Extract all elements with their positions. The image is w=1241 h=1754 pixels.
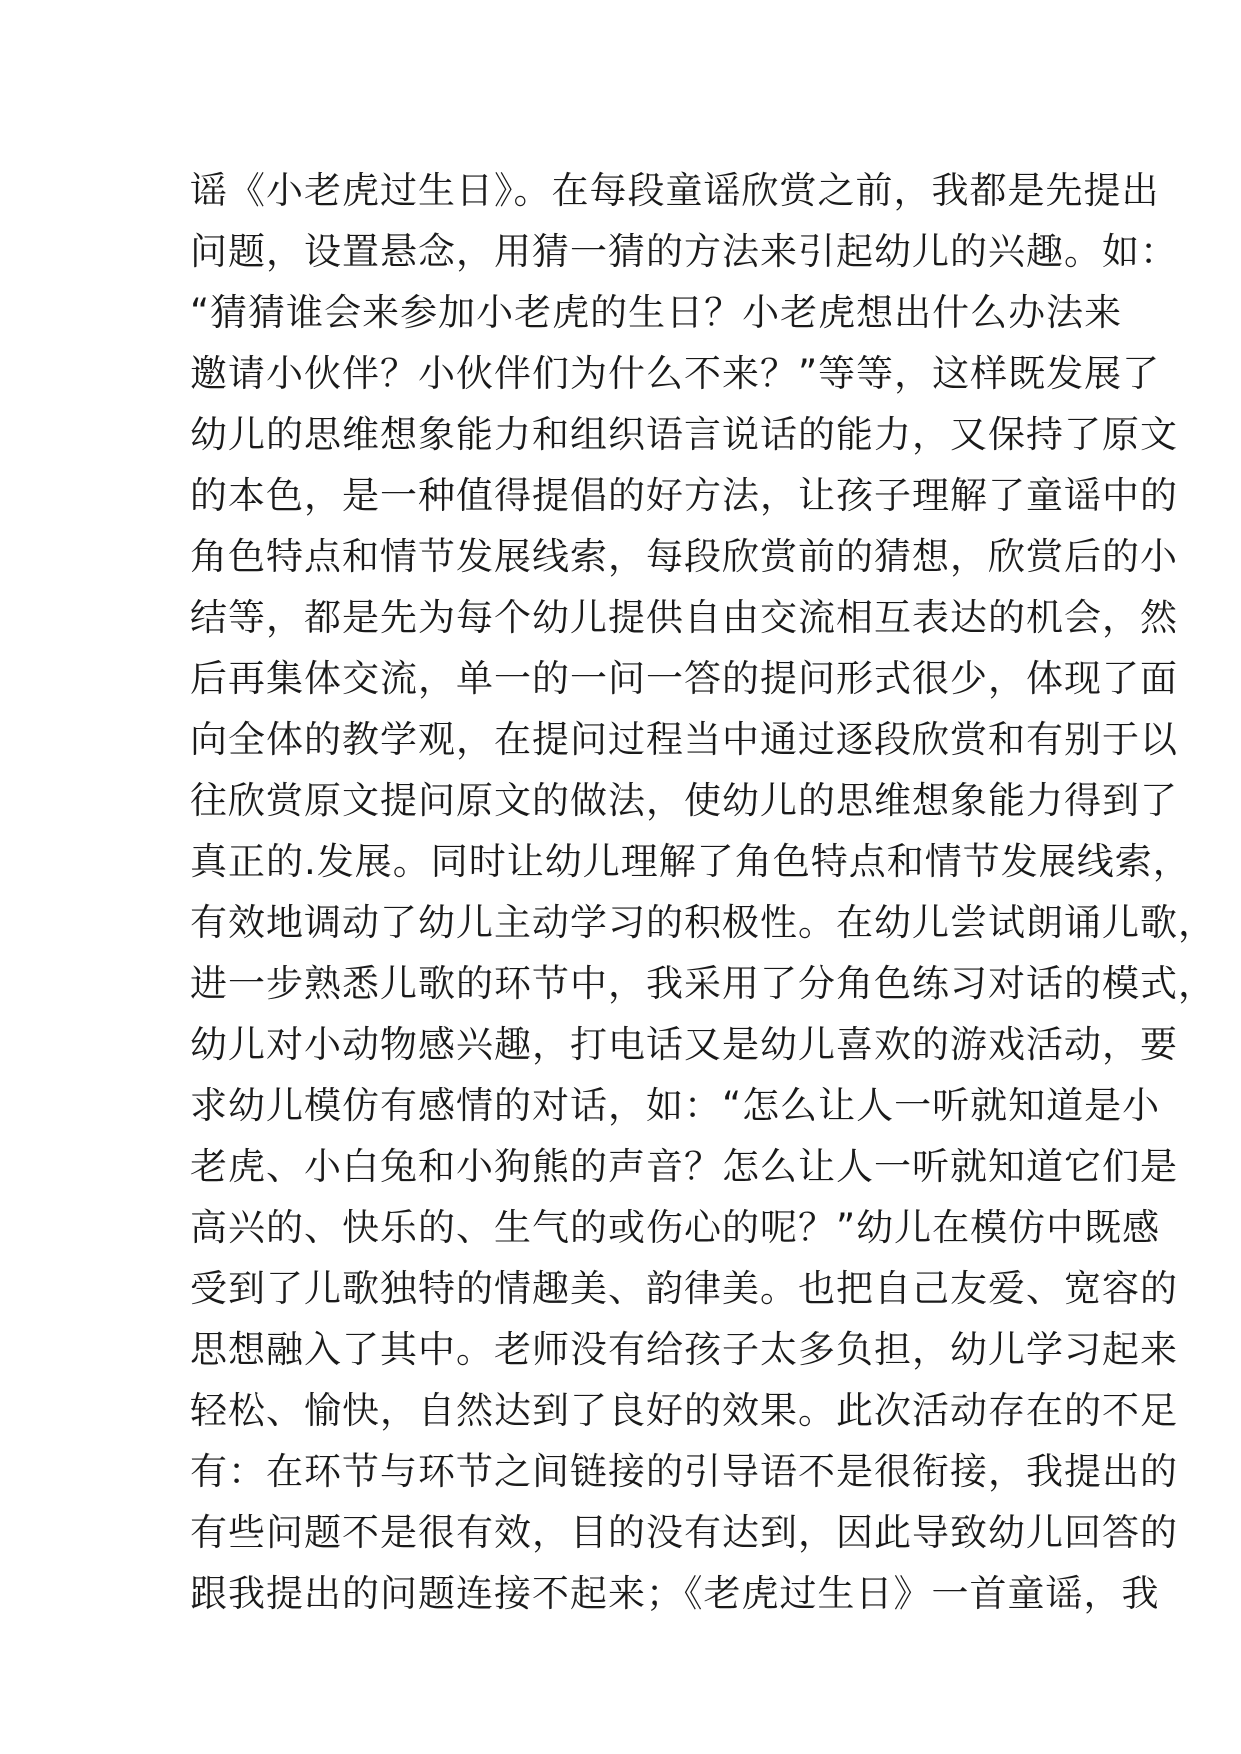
text-line: 有：在环节与环节之间链接的引导语不是很衔接，我提出的: [190, 1450, 1178, 1493]
body-text: [190, 160, 1216, 1624]
text-line: 高兴的、快乐的、生气的或伤心的呢？”幼儿在模仿中既感: [190, 1206, 1161, 1249]
text-line: 问题，设置悬念，用猜一猜的方法来引起幼儿的兴趣。如：: [190, 230, 1178, 273]
text-line: 的本色，是一种值得提倡的好方法，让孩子理解了童谣中的: [190, 474, 1178, 517]
text-line: 思想融入了其中。老师没有给孩子太多负担，幼儿学习起来: [190, 1328, 1178, 1371]
text-line: 轻松、愉快，自然达到了良好的效果。此次活动存在的不足: [190, 1389, 1178, 1432]
text-line: 幼儿对小动物感兴趣，打电话又是幼儿喜欢的游戏活动，要: [190, 1023, 1178, 1066]
text-line: 角色特点和情节发展线索，每段欣赏前的猜想，欣赏后的小: [190, 535, 1178, 578]
text-line: 真正的.发展。同时让幼儿理解了角色特点和情节发展线索，: [190, 840, 1191, 883]
text-line: 后再集体交流，单一的一问一答的提问形式很少，体现了面: [190, 657, 1178, 700]
text-line: “猜猜谁会来参加小老虎的生日？小老虎想出什么办法来: [190, 291, 1123, 334]
text-line: 向全体的教学观，在提问过程当中通过逐段欣赏和有别于以: [190, 718, 1178, 761]
text-line: 邀请小伙伴？小伙伴们为什么不来？”等等，这样既发展了: [190, 352, 1161, 395]
text-line: 谣《小老虎过生日》。在每段童谣欣赏之前，我都是先提出: [190, 169, 1160, 212]
text-line: 受到了儿歌独特的情趣美、韵律美。也把自己友爱、宽容的: [190, 1267, 1178, 1310]
text-line: 跟我提出的问题连接不起来；《老虎过生日》一首童谣，我: [190, 1572, 1160, 1615]
text-line: 进一步熟悉儿歌的环节中，我采用了分角色练习对话的模式，: [190, 962, 1216, 1005]
text-line: 幼儿的思维想象能力和组织语言说话的能力，又保持了原文: [190, 413, 1178, 456]
text-line: 往欣赏原文提问原文的做法，使幼儿的思维想象能力得到了: [190, 779, 1178, 822]
text-line: 有效地调动了幼儿主动学习的积极性。在幼儿尝试朗诵儿歌，: [190, 901, 1216, 944]
text-line: 老虎、小白兔和小狗熊的声音？怎么让人一听就知道它们是: [190, 1145, 1178, 1188]
text-line: 结等，都是先为每个幼儿提供自由交流相互表达的机会，然: [190, 596, 1178, 639]
text-line: 有些问题不是很有效，目的没有达到，因此导致幼儿回答的: [190, 1511, 1178, 1554]
text-line: 求幼儿模仿有感情的对话，如：“怎么让人一听就知道是小: [190, 1084, 1161, 1127]
